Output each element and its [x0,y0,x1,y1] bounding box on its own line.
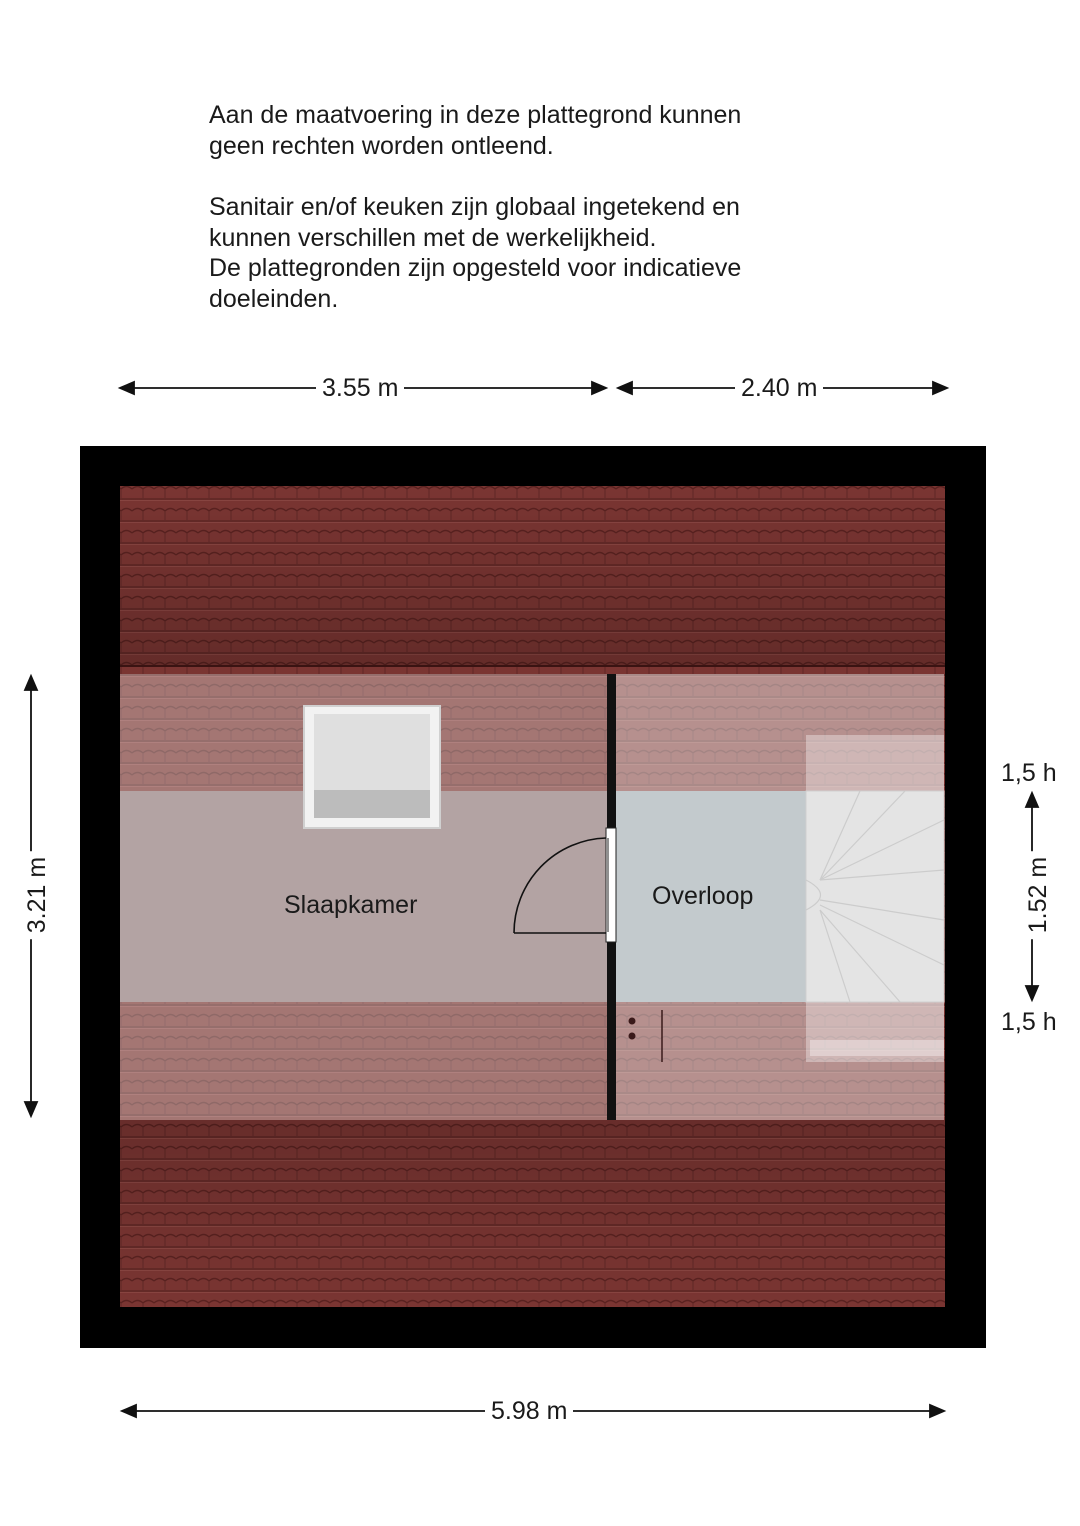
disclaimer-line: doeleinden. [209,284,339,313]
height-label-upper: 1,5 h [1001,759,1057,787]
skylight [304,706,440,828]
dimension-top-right: 2.40 m [735,374,823,402]
roof-shade-top [120,486,945,666]
room-label-bedroom: Slaapkamer [284,891,418,919]
disclaimer-line: Sanitair en/of keuken zijn globaal ingetekend en [209,193,740,221]
disclaimer-line: Aan de maatvoering in deze plattegrond kunnen [209,101,742,129]
room-label-landing: Overloop [652,882,754,910]
dimension-left-depth: 3.21 m [23,851,51,939]
height-label-lower: 1,5 h [1001,1008,1057,1036]
dimension-top-left: 3.55 m [316,374,404,402]
dimension-right-depth: 1.52 m [1024,851,1052,939]
disclaimer-line: geen rechten worden ontleend. [209,131,554,160]
roof-shade-bottom [120,1120,945,1307]
dimension-bottom-total: 5.98 m [485,1397,573,1425]
staircase [806,735,944,1062]
slope-zone-bedroom-bottom [120,1002,607,1120]
disclaimer-line: De plattegronden zijn opgesteld voor indicatieve [209,254,742,282]
disclaimer-line: kunnen verschillen met de werkelijkheid. [209,223,657,252]
